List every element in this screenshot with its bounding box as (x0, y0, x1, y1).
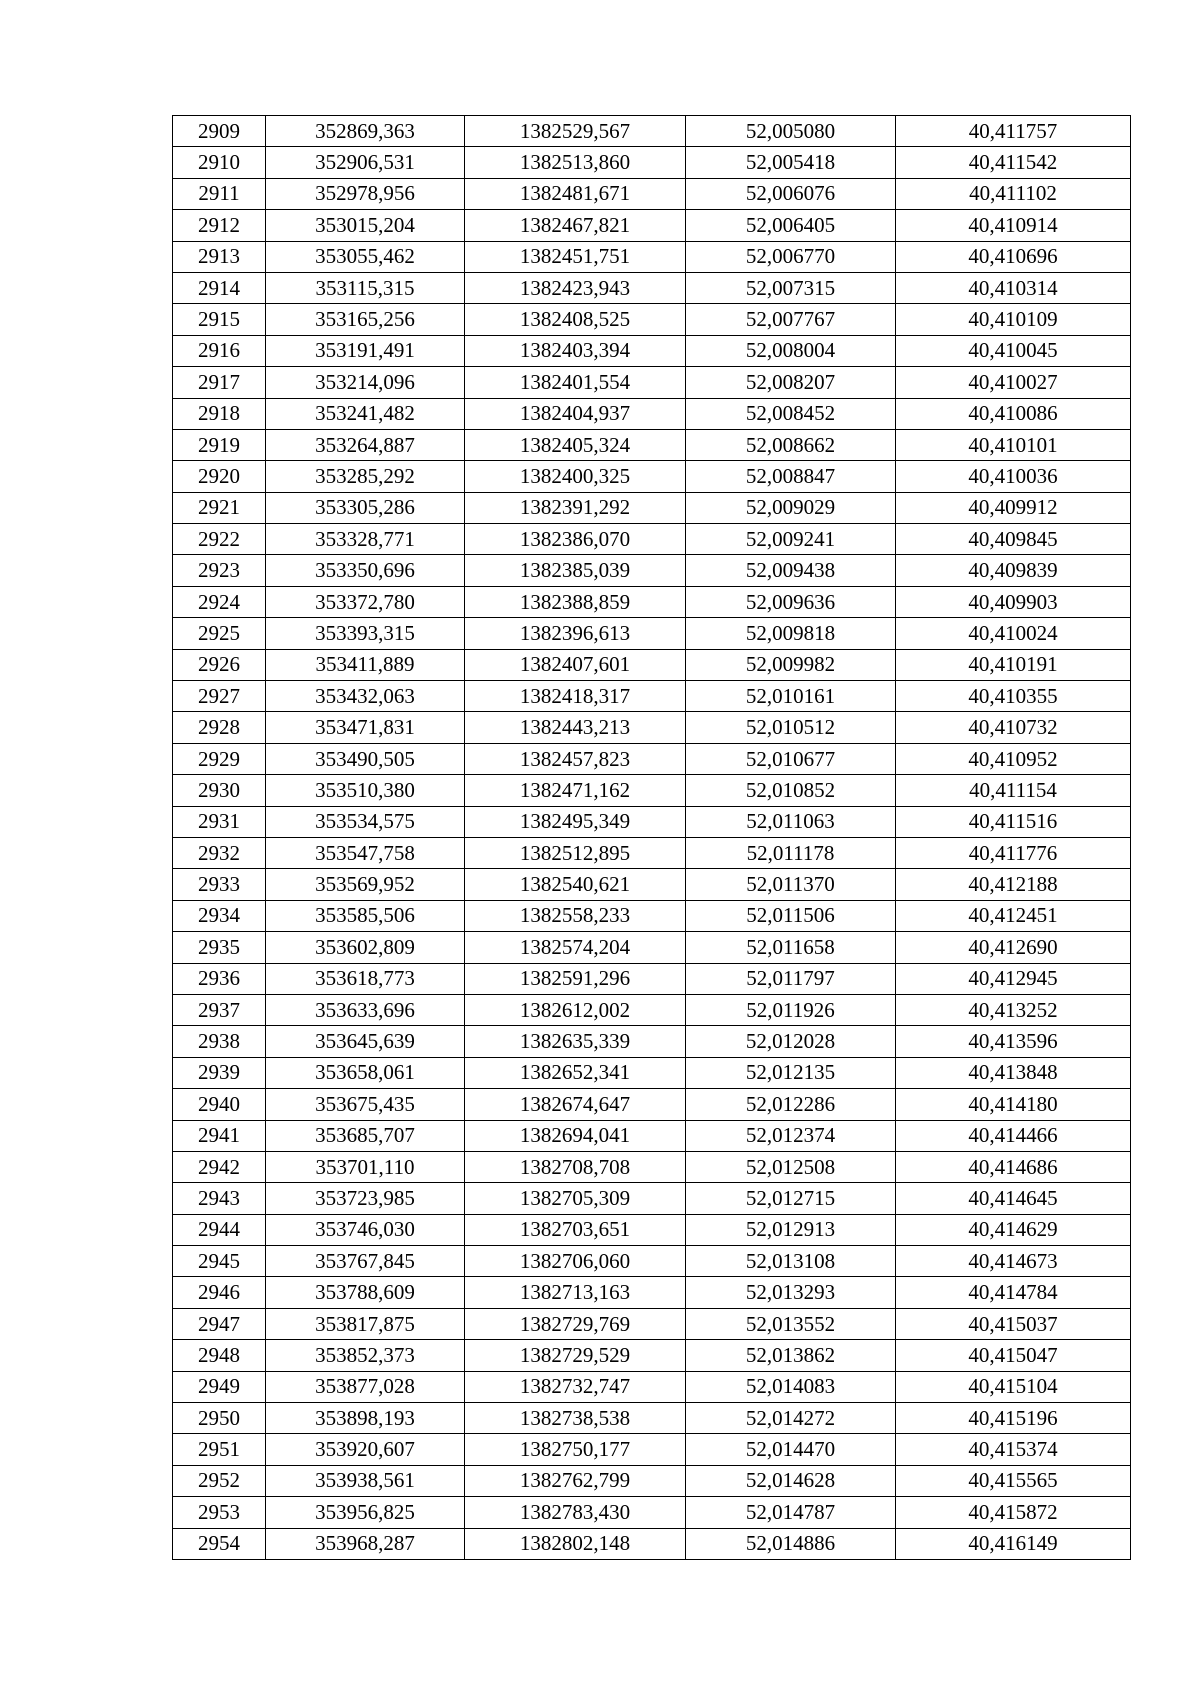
x-coordinate-cell: 353968,287 (266, 1528, 465, 1559)
y-coordinate-cell: 1382451,751 (465, 241, 686, 272)
longitude-cell: 40,412188 (896, 869, 1131, 900)
point-number-cell: 2929 (173, 743, 266, 774)
point-number-cell: 2916 (173, 335, 266, 366)
y-coordinate-cell: 1382694,041 (465, 1120, 686, 1151)
table-row (173, 492, 1131, 523)
latitude-cell: 52,012286 (686, 1089, 896, 1120)
longitude-cell: 40,414645 (896, 1183, 1131, 1214)
x-coordinate-cell: 353547,758 (266, 837, 465, 868)
latitude-cell: 52,010161 (686, 681, 896, 712)
point-number-cell: 2952 (173, 1465, 266, 1496)
point-number-cell: 2945 (173, 1246, 266, 1277)
table-row (173, 618, 1131, 649)
longitude-cell: 40,410045 (896, 335, 1131, 366)
x-coordinate-cell: 353767,845 (266, 1246, 465, 1277)
table-row (173, 116, 1131, 147)
point-number-cell: 2946 (173, 1277, 266, 1308)
y-coordinate-cell: 1382388,859 (465, 586, 686, 617)
y-coordinate-cell: 1382729,529 (465, 1340, 686, 1371)
latitude-cell: 52,007767 (686, 304, 896, 335)
longitude-cell: 40,410952 (896, 743, 1131, 774)
y-coordinate-cell: 1382652,341 (465, 1057, 686, 1088)
y-coordinate-cell: 1382407,601 (465, 649, 686, 680)
point-number-cell: 2941 (173, 1120, 266, 1151)
x-coordinate-cell: 353701,110 (266, 1151, 465, 1182)
longitude-cell: 40,411757 (896, 116, 1131, 147)
point-number-cell: 2936 (173, 963, 266, 994)
table-row (173, 932, 1131, 963)
y-coordinate-cell: 1382401,554 (465, 367, 686, 398)
latitude-cell: 52,009029 (686, 492, 896, 523)
longitude-cell: 40,412451 (896, 900, 1131, 931)
table-row (173, 586, 1131, 617)
x-coordinate-cell: 353264,887 (266, 429, 465, 460)
latitude-cell: 52,010852 (686, 775, 896, 806)
longitude-cell: 40,410355 (896, 681, 1131, 712)
table-row (173, 398, 1131, 429)
point-number-cell: 2909 (173, 116, 266, 147)
longitude-cell: 40,414686 (896, 1151, 1131, 1182)
x-coordinate-cell: 352906,531 (266, 147, 465, 178)
table-row (173, 681, 1131, 712)
point-number-cell: 2937 (173, 994, 266, 1025)
latitude-cell: 52,014886 (686, 1528, 896, 1559)
y-coordinate-cell: 1382513,860 (465, 147, 686, 178)
y-coordinate-cell: 1382471,162 (465, 775, 686, 806)
x-coordinate-cell: 353372,780 (266, 586, 465, 617)
x-coordinate-cell: 353956,825 (266, 1497, 465, 1528)
x-coordinate-cell: 353328,771 (266, 524, 465, 555)
y-coordinate-cell: 1382529,567 (465, 116, 686, 147)
x-coordinate-cell: 353115,315 (266, 272, 465, 303)
y-coordinate-cell: 1382738,538 (465, 1403, 686, 1434)
longitude-cell: 40,414673 (896, 1246, 1131, 1277)
longitude-cell: 40,412690 (896, 932, 1131, 963)
x-coordinate-cell: 353490,505 (266, 743, 465, 774)
table-row (173, 806, 1131, 837)
y-coordinate-cell: 1382408,525 (465, 304, 686, 335)
table-row (173, 555, 1131, 586)
latitude-cell: 52,009982 (686, 649, 896, 680)
table-row (173, 775, 1131, 806)
latitude-cell: 52,007315 (686, 272, 896, 303)
y-coordinate-cell: 1382708,708 (465, 1151, 686, 1182)
table-row (173, 1026, 1131, 1057)
x-coordinate-cell: 353411,889 (266, 649, 465, 680)
point-number-cell: 2912 (173, 210, 266, 241)
point-number-cell: 2950 (173, 1403, 266, 1434)
point-number-cell: 2924 (173, 586, 266, 617)
latitude-cell: 52,008452 (686, 398, 896, 429)
table-row (173, 712, 1131, 743)
latitude-cell: 52,011370 (686, 869, 896, 900)
y-coordinate-cell: 1382612,002 (465, 994, 686, 1025)
x-coordinate-cell: 353393,315 (266, 618, 465, 649)
table-row (173, 869, 1131, 900)
table-row (173, 963, 1131, 994)
latitude-cell: 52,005080 (686, 116, 896, 147)
latitude-cell: 52,012135 (686, 1057, 896, 1088)
y-coordinate-cell: 1382386,070 (465, 524, 686, 555)
latitude-cell: 52,013108 (686, 1246, 896, 1277)
latitude-cell: 52,014083 (686, 1371, 896, 1402)
longitude-cell: 40,415104 (896, 1371, 1131, 1402)
table-row (173, 304, 1131, 335)
y-coordinate-cell: 1382512,895 (465, 837, 686, 868)
longitude-cell: 40,410914 (896, 210, 1131, 241)
longitude-cell: 40,415037 (896, 1308, 1131, 1339)
y-coordinate-cell: 1382391,292 (465, 492, 686, 523)
latitude-cell: 52,011926 (686, 994, 896, 1025)
x-coordinate-cell: 353350,696 (266, 555, 465, 586)
longitude-cell: 40,416149 (896, 1528, 1131, 1559)
y-coordinate-cell: 1382783,430 (465, 1497, 686, 1528)
longitude-cell: 40,415872 (896, 1497, 1131, 1528)
longitude-cell: 40,410027 (896, 367, 1131, 398)
latitude-cell: 52,006076 (686, 178, 896, 209)
latitude-cell: 52,012028 (686, 1026, 896, 1057)
point-number-cell: 2910 (173, 147, 266, 178)
point-number-cell: 2926 (173, 649, 266, 680)
x-coordinate-cell: 353633,696 (266, 994, 465, 1025)
longitude-cell: 40,410101 (896, 429, 1131, 460)
x-coordinate-cell: 353510,380 (266, 775, 465, 806)
table-row (173, 210, 1131, 241)
latitude-cell: 52,008207 (686, 367, 896, 398)
longitude-cell: 40,414466 (896, 1120, 1131, 1151)
table-row (173, 1089, 1131, 1120)
y-coordinate-cell: 1382396,613 (465, 618, 686, 649)
x-coordinate-cell: 353938,561 (266, 1465, 465, 1496)
longitude-cell: 40,410732 (896, 712, 1131, 743)
latitude-cell: 52,009818 (686, 618, 896, 649)
x-coordinate-cell: 353165,256 (266, 304, 465, 335)
longitude-cell: 40,413596 (896, 1026, 1131, 1057)
table-row (173, 367, 1131, 398)
point-number-cell: 2932 (173, 837, 266, 868)
table-row (173, 1151, 1131, 1182)
point-number-cell: 2920 (173, 461, 266, 492)
point-number-cell: 2947 (173, 1308, 266, 1339)
point-number-cell: 2918 (173, 398, 266, 429)
x-coordinate-cell: 353618,773 (266, 963, 465, 994)
table-row (173, 335, 1131, 366)
y-coordinate-cell: 1382443,213 (465, 712, 686, 743)
longitude-cell: 40,410314 (896, 272, 1131, 303)
latitude-cell: 52,011506 (686, 900, 896, 931)
x-coordinate-cell: 353602,809 (266, 932, 465, 963)
latitude-cell: 52,010677 (686, 743, 896, 774)
y-coordinate-cell: 1382481,671 (465, 178, 686, 209)
x-coordinate-cell: 353015,204 (266, 210, 465, 241)
x-coordinate-cell: 353585,506 (266, 900, 465, 931)
latitude-cell: 52,012374 (686, 1120, 896, 1151)
longitude-cell: 40,414629 (896, 1214, 1131, 1245)
table-row (173, 429, 1131, 460)
table-row (173, 1465, 1131, 1496)
x-coordinate-cell: 353920,607 (266, 1434, 465, 1465)
point-number-cell: 2939 (173, 1057, 266, 1088)
longitude-cell: 40,409903 (896, 586, 1131, 617)
y-coordinate-cell: 1382400,325 (465, 461, 686, 492)
x-coordinate-cell: 353432,063 (266, 681, 465, 712)
latitude-cell: 52,008004 (686, 335, 896, 366)
point-number-cell: 2927 (173, 681, 266, 712)
table-row (173, 900, 1131, 931)
y-coordinate-cell: 1382495,349 (465, 806, 686, 837)
point-number-cell: 2943 (173, 1183, 266, 1214)
y-coordinate-cell: 1382423,943 (465, 272, 686, 303)
table-row (173, 1528, 1131, 1559)
table-row (173, 1246, 1131, 1277)
latitude-cell: 52,010512 (686, 712, 896, 743)
latitude-cell: 52,011797 (686, 963, 896, 994)
point-number-cell: 2914 (173, 272, 266, 303)
table-row (173, 1277, 1131, 1308)
latitude-cell: 52,011658 (686, 932, 896, 963)
y-coordinate-cell: 1382705,309 (465, 1183, 686, 1214)
latitude-cell: 52,013862 (686, 1340, 896, 1371)
table-row (173, 461, 1131, 492)
longitude-cell: 40,415196 (896, 1403, 1131, 1434)
latitude-cell: 52,009438 (686, 555, 896, 586)
point-number-cell: 2922 (173, 524, 266, 555)
x-coordinate-cell: 353285,292 (266, 461, 465, 492)
y-coordinate-cell: 1382558,233 (465, 900, 686, 931)
latitude-cell: 52,012913 (686, 1214, 896, 1245)
x-coordinate-cell: 353685,707 (266, 1120, 465, 1151)
longitude-cell: 40,411102 (896, 178, 1131, 209)
longitude-cell: 40,415565 (896, 1465, 1131, 1496)
point-number-cell: 2942 (173, 1151, 266, 1182)
table-row (173, 524, 1131, 555)
x-coordinate-cell: 353817,875 (266, 1308, 465, 1339)
longitude-cell: 40,411154 (896, 775, 1131, 806)
x-coordinate-cell: 353645,639 (266, 1026, 465, 1057)
y-coordinate-cell: 1382706,060 (465, 1246, 686, 1277)
table-row (173, 1214, 1131, 1245)
latitude-cell: 52,005418 (686, 147, 896, 178)
point-number-cell: 2925 (173, 618, 266, 649)
longitude-cell: 40,410109 (896, 304, 1131, 335)
latitude-cell: 52,012508 (686, 1151, 896, 1182)
y-coordinate-cell: 1382591,296 (465, 963, 686, 994)
y-coordinate-cell: 1382540,621 (465, 869, 686, 900)
longitude-cell: 40,409912 (896, 492, 1131, 523)
table-row (173, 147, 1131, 178)
table-row (173, 241, 1131, 272)
latitude-cell: 52,012715 (686, 1183, 896, 1214)
y-coordinate-cell: 1382674,647 (465, 1089, 686, 1120)
table-row (173, 1371, 1131, 1402)
longitude-cell: 40,410086 (896, 398, 1131, 429)
x-coordinate-cell: 353898,193 (266, 1403, 465, 1434)
table-row (173, 837, 1131, 868)
x-coordinate-cell: 353569,952 (266, 869, 465, 900)
table-row (173, 1183, 1131, 1214)
table-row (173, 272, 1131, 303)
y-coordinate-cell: 1382467,821 (465, 210, 686, 241)
longitude-cell: 40,409839 (896, 555, 1131, 586)
point-number-cell: 2921 (173, 492, 266, 523)
y-coordinate-cell: 1382703,651 (465, 1214, 686, 1245)
x-coordinate-cell: 353723,985 (266, 1183, 465, 1214)
longitude-cell: 40,410191 (896, 649, 1131, 680)
y-coordinate-cell: 1382732,747 (465, 1371, 686, 1402)
point-number-cell: 2913 (173, 241, 266, 272)
x-coordinate-cell: 353241,482 (266, 398, 465, 429)
x-coordinate-cell: 353852,373 (266, 1340, 465, 1371)
latitude-cell: 52,008847 (686, 461, 896, 492)
longitude-cell: 40,410696 (896, 241, 1131, 272)
y-coordinate-cell: 1382635,339 (465, 1026, 686, 1057)
y-coordinate-cell: 1382750,177 (465, 1434, 686, 1465)
y-coordinate-cell: 1382457,823 (465, 743, 686, 774)
table-row (173, 1403, 1131, 1434)
latitude-cell: 52,009636 (686, 586, 896, 617)
table-row (173, 649, 1131, 680)
x-coordinate-cell: 353305,286 (266, 492, 465, 523)
longitude-cell: 40,412945 (896, 963, 1131, 994)
x-coordinate-cell: 353746,030 (266, 1214, 465, 1245)
latitude-cell: 52,013293 (686, 1277, 896, 1308)
point-number-cell: 2951 (173, 1434, 266, 1465)
point-number-cell: 2931 (173, 806, 266, 837)
point-number-cell: 2923 (173, 555, 266, 586)
y-coordinate-cell: 1382729,769 (465, 1308, 686, 1339)
x-coordinate-cell: 353877,028 (266, 1371, 465, 1402)
table-row (173, 1340, 1131, 1371)
y-coordinate-cell: 1382762,799 (465, 1465, 686, 1496)
longitude-cell: 40,411542 (896, 147, 1131, 178)
x-coordinate-cell: 353658,061 (266, 1057, 465, 1088)
longitude-cell: 40,411516 (896, 806, 1131, 837)
table-row (173, 1057, 1131, 1088)
y-coordinate-cell: 1382385,039 (465, 555, 686, 586)
y-coordinate-cell: 1382574,204 (465, 932, 686, 963)
x-coordinate-cell: 352869,363 (266, 116, 465, 147)
table-row (173, 1434, 1131, 1465)
table-row (173, 1308, 1131, 1339)
latitude-cell: 52,009241 (686, 524, 896, 555)
point-number-cell: 2938 (173, 1026, 266, 1057)
latitude-cell: 52,011063 (686, 806, 896, 837)
point-number-cell: 2933 (173, 869, 266, 900)
point-number-cell: 2928 (173, 712, 266, 743)
longitude-cell: 40,410036 (896, 461, 1131, 492)
point-number-cell: 2911 (173, 178, 266, 209)
point-number-cell: 2948 (173, 1340, 266, 1371)
y-coordinate-cell: 1382405,324 (465, 429, 686, 460)
latitude-cell: 52,006405 (686, 210, 896, 241)
x-coordinate-cell: 353191,491 (266, 335, 465, 366)
x-coordinate-cell: 353788,609 (266, 1277, 465, 1308)
latitude-cell: 52,006770 (686, 241, 896, 272)
latitude-cell: 52,014470 (686, 1434, 896, 1465)
x-coordinate-cell: 353471,831 (266, 712, 465, 743)
coordinate-table (172, 115, 1131, 1560)
x-coordinate-cell: 353534,575 (266, 806, 465, 837)
longitude-cell: 40,409845 (896, 524, 1131, 555)
coordinate-table-body (173, 116, 1131, 1560)
point-number-cell: 2944 (173, 1214, 266, 1245)
longitude-cell: 40,413848 (896, 1057, 1131, 1088)
latitude-cell: 52,014272 (686, 1403, 896, 1434)
latitude-cell: 52,014787 (686, 1497, 896, 1528)
point-number-cell: 2935 (173, 932, 266, 963)
point-number-cell: 2949 (173, 1371, 266, 1402)
point-number-cell: 2930 (173, 775, 266, 806)
point-number-cell: 2934 (173, 900, 266, 931)
longitude-cell: 40,413252 (896, 994, 1131, 1025)
point-number-cell: 2954 (173, 1528, 266, 1559)
latitude-cell: 52,014628 (686, 1465, 896, 1496)
point-number-cell: 2915 (173, 304, 266, 335)
point-number-cell: 2919 (173, 429, 266, 460)
x-coordinate-cell: 353055,462 (266, 241, 465, 272)
table-row (173, 178, 1131, 209)
x-coordinate-cell: 353675,435 (266, 1089, 465, 1120)
x-coordinate-cell: 352978,956 (266, 178, 465, 209)
point-number-cell: 2953 (173, 1497, 266, 1528)
longitude-cell: 40,414180 (896, 1089, 1131, 1120)
x-coordinate-cell: 353214,096 (266, 367, 465, 398)
y-coordinate-cell: 1382404,937 (465, 398, 686, 429)
longitude-cell: 40,411776 (896, 837, 1131, 868)
latitude-cell: 52,013552 (686, 1308, 896, 1339)
y-coordinate-cell: 1382802,148 (465, 1528, 686, 1559)
point-number-cell: 2917 (173, 367, 266, 398)
y-coordinate-cell: 1382403,394 (465, 335, 686, 366)
table-row (173, 743, 1131, 774)
y-coordinate-cell: 1382713,163 (465, 1277, 686, 1308)
y-coordinate-cell: 1382418,317 (465, 681, 686, 712)
latitude-cell: 52,011178 (686, 837, 896, 868)
longitude-cell: 40,415047 (896, 1340, 1131, 1371)
table-row (173, 1497, 1131, 1528)
longitude-cell: 40,410024 (896, 618, 1131, 649)
longitude-cell: 40,415374 (896, 1434, 1131, 1465)
point-number-cell: 2940 (173, 1089, 266, 1120)
table-row (173, 994, 1131, 1025)
longitude-cell: 40,414784 (896, 1277, 1131, 1308)
table-row (173, 1120, 1131, 1151)
latitude-cell: 52,008662 (686, 429, 896, 460)
